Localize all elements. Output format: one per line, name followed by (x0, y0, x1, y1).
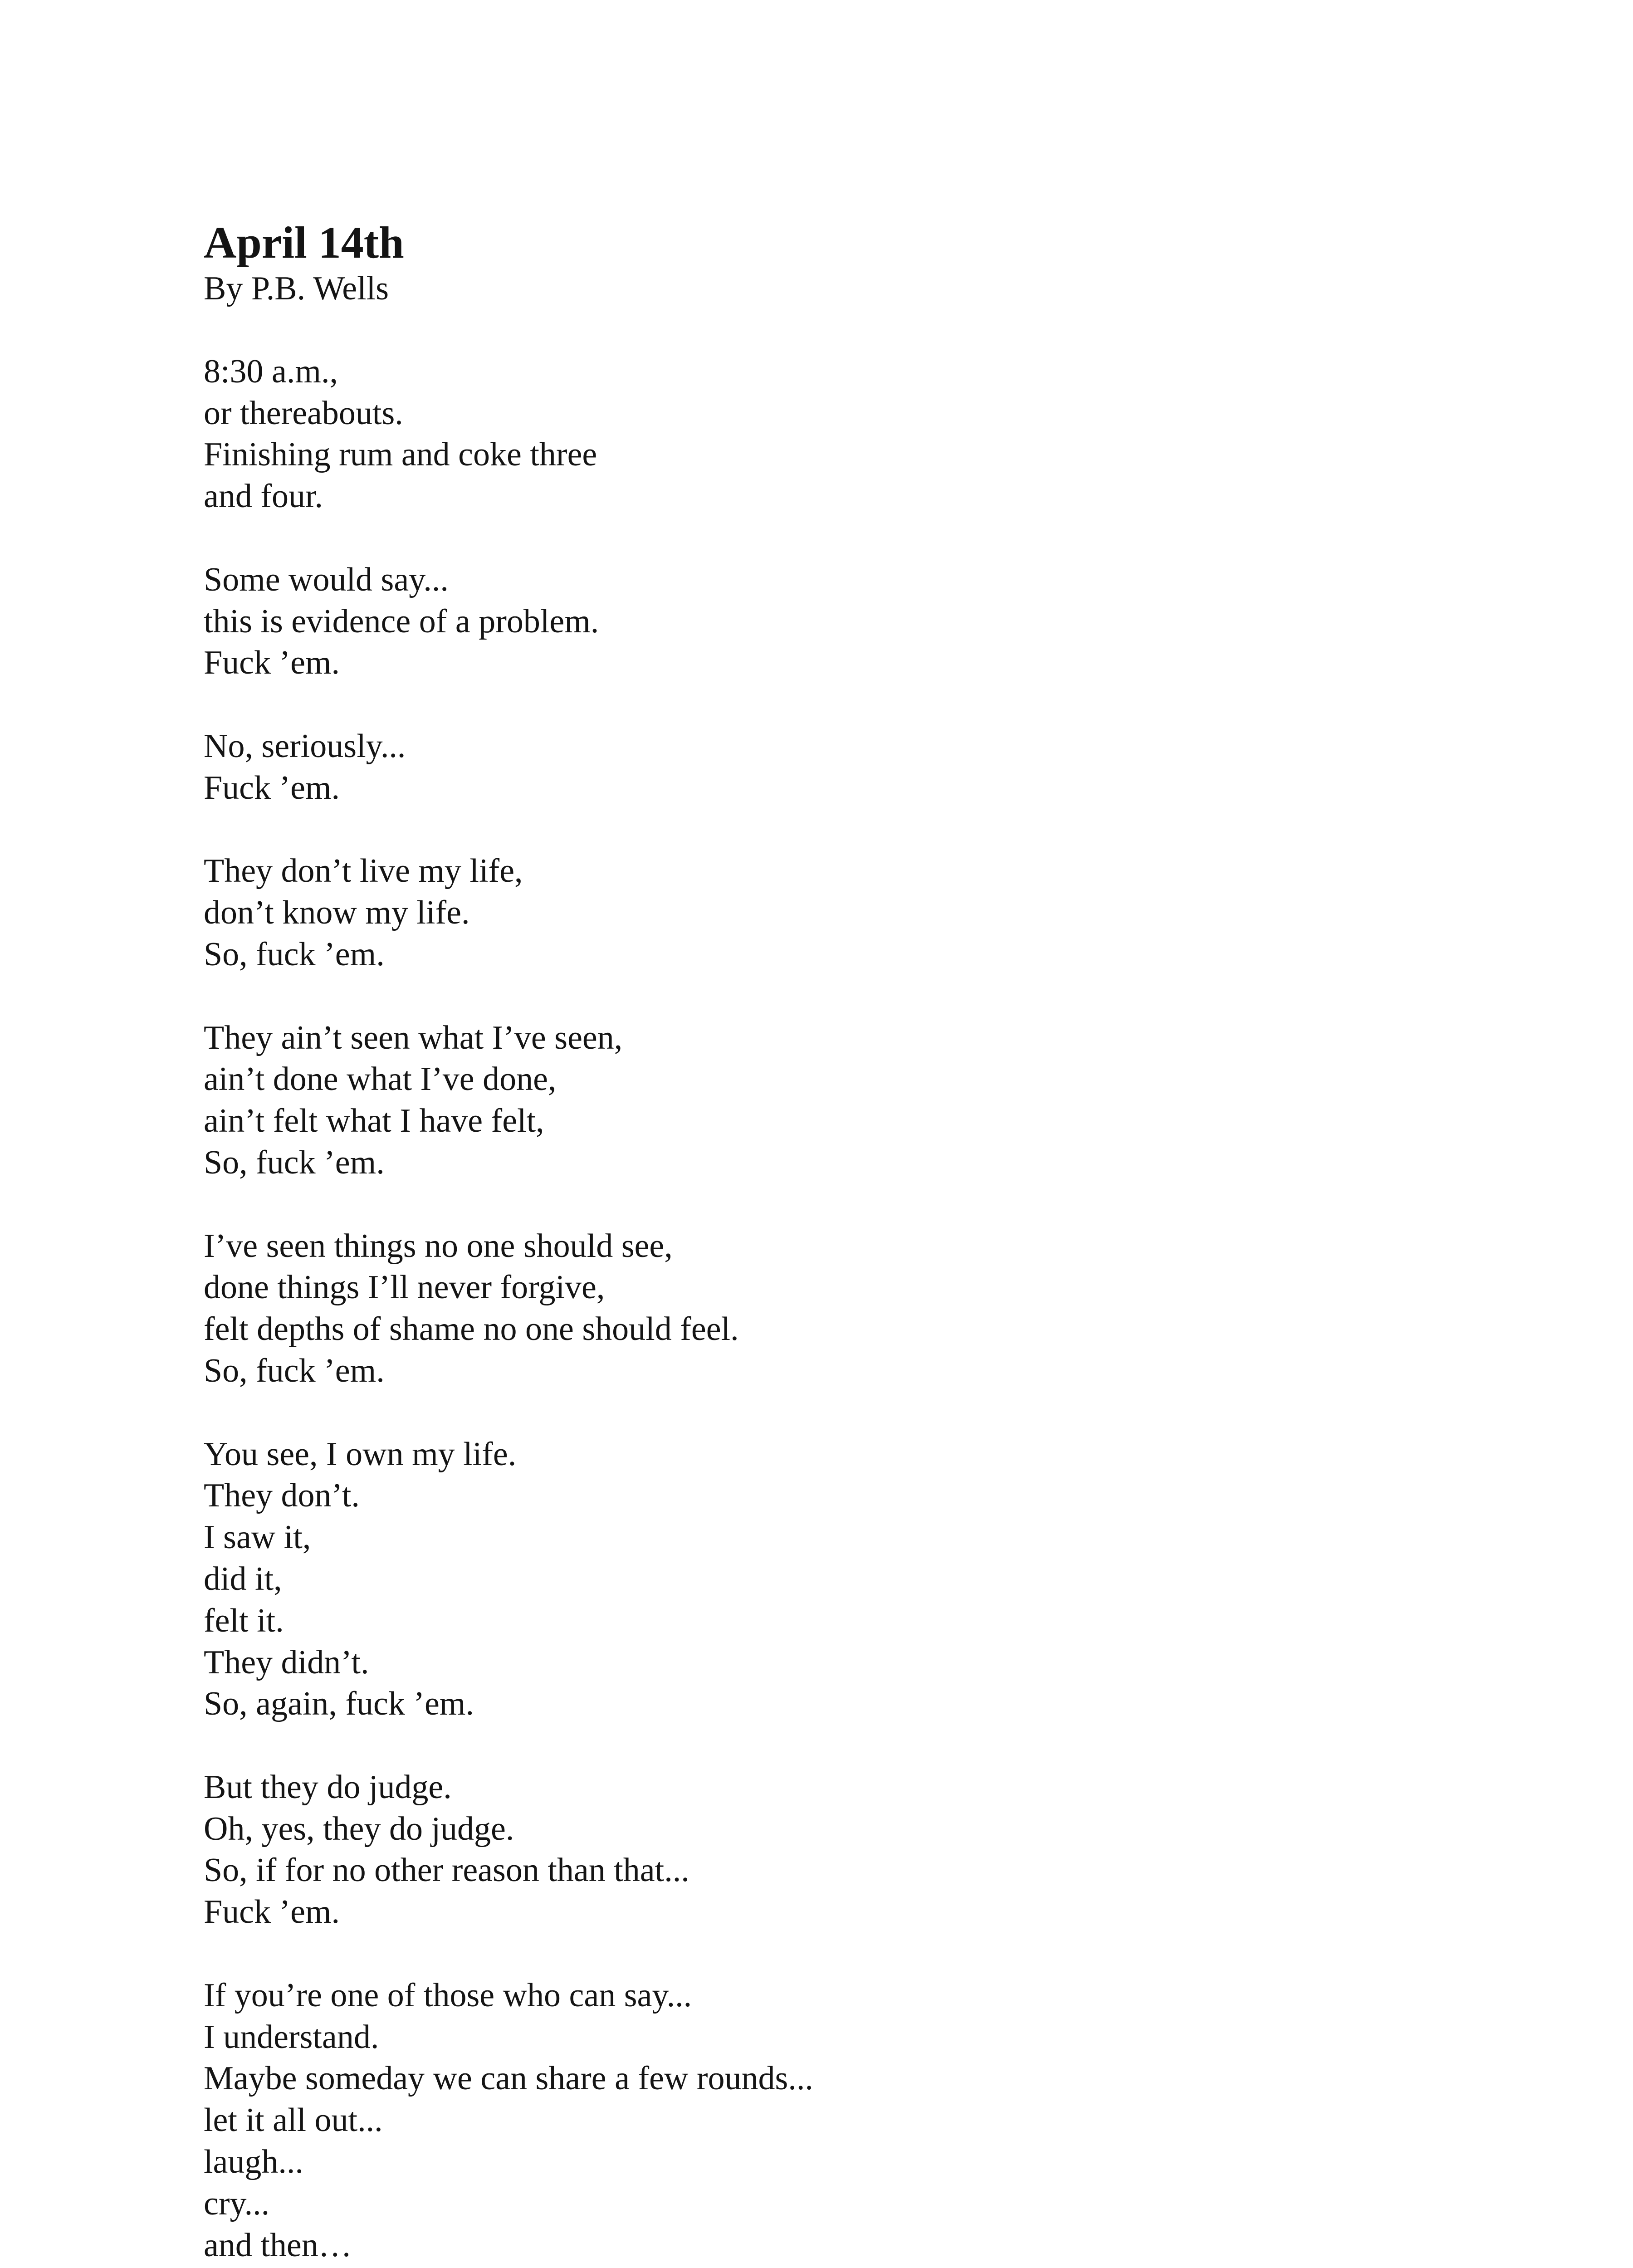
poem (204, 218, 1519, 2268)
poem-line: I saw it, (204, 1519, 311, 1556)
poem-line: They ain’t seen what I’ve seen, (204, 1019, 623, 1056)
poem-line: So, fuck ’em. (204, 1144, 385, 1181)
stanza (204, 351, 1519, 518)
poem-line: ain’t felt what I have felt, (204, 1102, 544, 1140)
poem-line: or thereabouts. (204, 394, 403, 432)
poem-line: So, again, fuck ’em. (204, 1685, 474, 1723)
poem-line: If you’re one of those who can say... (204, 1976, 692, 2014)
poem-line: done things I’ll never forgive, (204, 1269, 605, 1306)
stanza-break (204, 1392, 1519, 1434)
stanza (204, 1017, 1519, 1184)
poem-line: I understand. (204, 2018, 379, 2056)
poem-byline: By P.B. Wells (204, 270, 389, 307)
poem-line: You see, I own my life. (204, 1435, 517, 1473)
poem-line: felt depths of shame no one should feel. (204, 1310, 739, 1348)
poem-line: So, if for no other reason than that... (204, 1852, 689, 1889)
poem-line: Fuck ’em. (204, 769, 340, 807)
stanza-break (204, 1725, 1519, 1767)
poem-line: They don’t. (204, 1477, 360, 1515)
stanza (204, 1975, 1519, 2268)
poem-line: did it, (204, 1560, 282, 1598)
poem-line: So, fuck ’em. (204, 1352, 385, 1389)
poem-line: ain’t done what I’ve done, (204, 1061, 557, 1098)
stanza-break (204, 809, 1519, 851)
poem-line: They don’t live my life, (204, 852, 523, 890)
poem-line: and then… (204, 2226, 352, 2264)
poem-line: this is evidence of a problem. (204, 602, 599, 640)
poem-line: But they do judge. (204, 1768, 452, 1806)
poem-line: No, seriously... (204, 727, 406, 765)
poem-line: Fuck ’em. (204, 1893, 340, 1931)
poem-line: Oh, yes, they do judge. (204, 1810, 514, 1848)
poem-line: and four. (204, 478, 323, 515)
stanza-break (204, 518, 1519, 559)
stanza (204, 726, 1519, 809)
stanza (204, 559, 1519, 684)
poem-line: 8:30 a.m., (204, 352, 338, 390)
poem-body (204, 309, 1519, 2268)
stanza-break (204, 1933, 1519, 1975)
stanza (204, 1226, 1519, 1392)
stanza (204, 850, 1519, 975)
poem-title: April 14th (204, 217, 404, 268)
poem-line: Some would say... (204, 561, 449, 598)
stanza-break (204, 684, 1519, 726)
poem-line: cry... (204, 2185, 270, 2222)
poem-line: let it all out... (204, 2102, 383, 2139)
stanza (204, 1434, 1519, 1725)
poem-line: They didn’t. (204, 1643, 369, 1681)
poem-line (204, 2266, 1519, 2268)
stanza (204, 1767, 1519, 1933)
stanza-break (204, 1184, 1519, 1226)
poem-line: Finishing rum and coke three (204, 436, 597, 474)
poem-line: Fuck ’em. (204, 644, 340, 682)
poem-line: laugh... (204, 2143, 303, 2181)
stanza-break (204, 976, 1519, 1017)
poem-line: don’t know my life. (204, 894, 470, 932)
poem-line: felt it. (204, 1602, 284, 1639)
poem-line: Maybe someday we can share a few rounds... (204, 2060, 813, 2097)
poem-line: So, fuck ’em. (204, 935, 385, 973)
poem-line: I’ve seen things no one should see, (204, 1227, 673, 1265)
stanza-break (204, 309, 1519, 351)
